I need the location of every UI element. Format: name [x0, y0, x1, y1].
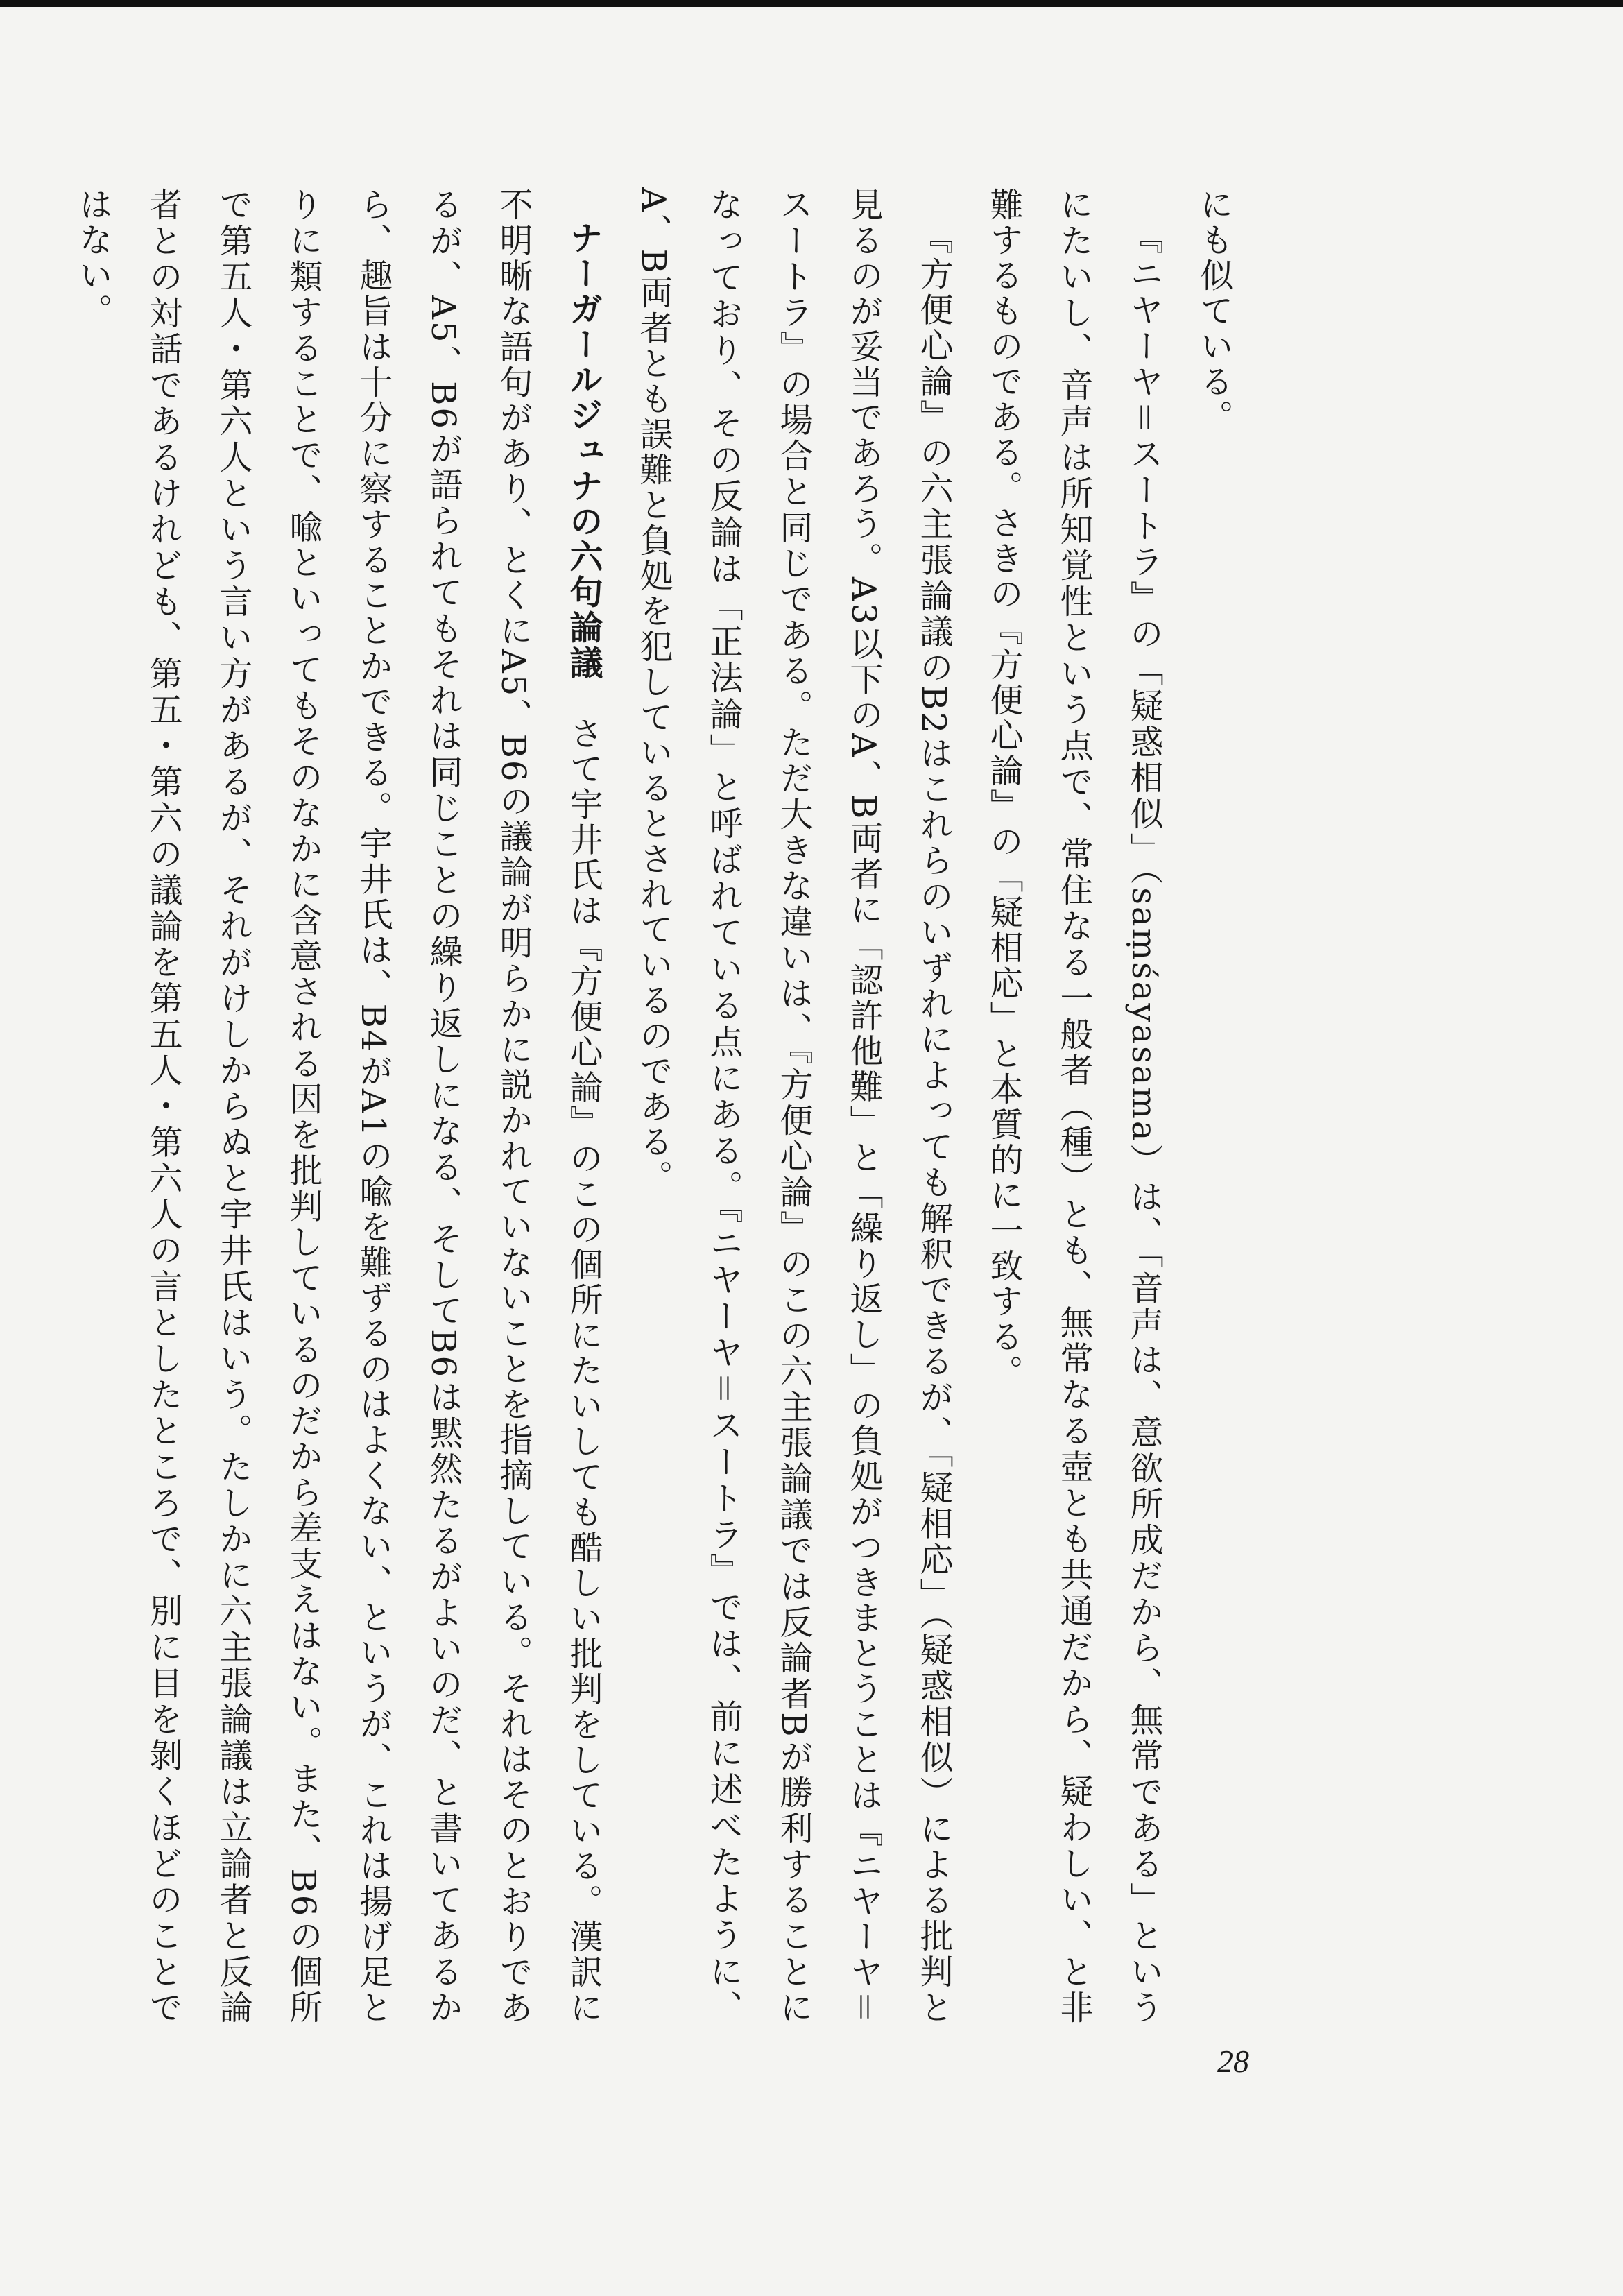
paragraph-text: さて宇井氏は『方便心論』のこの個所にたいしても酷しい批判をしている。漢訳に不明晰な語句があり、とくにA5、B6の議論が明らかに説かれていないことを指摘している。それはそのとおりであるが、A5、B6が語られてもそれは同じことの繰り返しになる、そしてB6は黙然たるがよいのだ、と書いてあるから、趣旨は十分に察することかできる。宇井氏は、B4がA1の喩を難ずるのはよくない、というが、これは揚げ足とりに類することで、喩といってもそのなかに含意される因を批判しているのだから差支えはない。また、B6の個所で第五人・第六人という言い方があるが、それがけしからぬと宇井氏はいう。たしかに六主張論議は立論者と反論者との対話であるけれども、第五・第六の議論を第五人・第六人の言としたところで、別に目を剝くほどのことではない。 [74, 187, 603, 2026]
top-border-rule [0, 0, 1623, 7]
paragraph-continuation [1178, 187, 1248, 2025]
paragraph-nyaya-sutra [968, 187, 1178, 2025]
paragraph-text: 『方便心論』の六主張論議のB2はこれらのいずれによっても解釈できるが、「疑相応」（疑惑相似）による批判と見るのが妥当であろう。A3以下のA、B両者に「認許他難」と「繰り返し」の負処がつきまとうことは『ニヤーヤ＝スートラ』の場合と同じである。ただ大きな違いは、『方便心論』のこの六主張論議では反論者Bが勝利することになっており、その反論は「正法論」と呼ばれている点にある。『ニヤーヤ＝スートラ』では、前に述べたように、A、B両者とも誤難と負処を犯しているとされているのである。 [634, 187, 953, 2025]
section-heading: ナーガールジュナの六句論議 [564, 221, 603, 681]
vertical-text-body [58, 187, 1248, 2025]
page-number: 28 [1217, 2044, 1249, 2079]
paragraph-hoben-shinron [618, 187, 968, 2025]
paragraph-nagarjuna-section [58, 187, 618, 2025]
paragraph-text: にも似ている。 [1194, 187, 1233, 435]
paragraph-text: 『ニヤーヤ＝スートラ』の「疑惑相似」（saṃśayasama）は、「音声は、意欲所成だから、無常である」というにたいし、音声は所知覚性という点で、常住なる一般者（種）とも、無常なる壺とも共通だから、疑わしい、と非難するものである。さきの『方便心論』の「疑相応」と本質的に一致する。 [984, 187, 1163, 2025]
